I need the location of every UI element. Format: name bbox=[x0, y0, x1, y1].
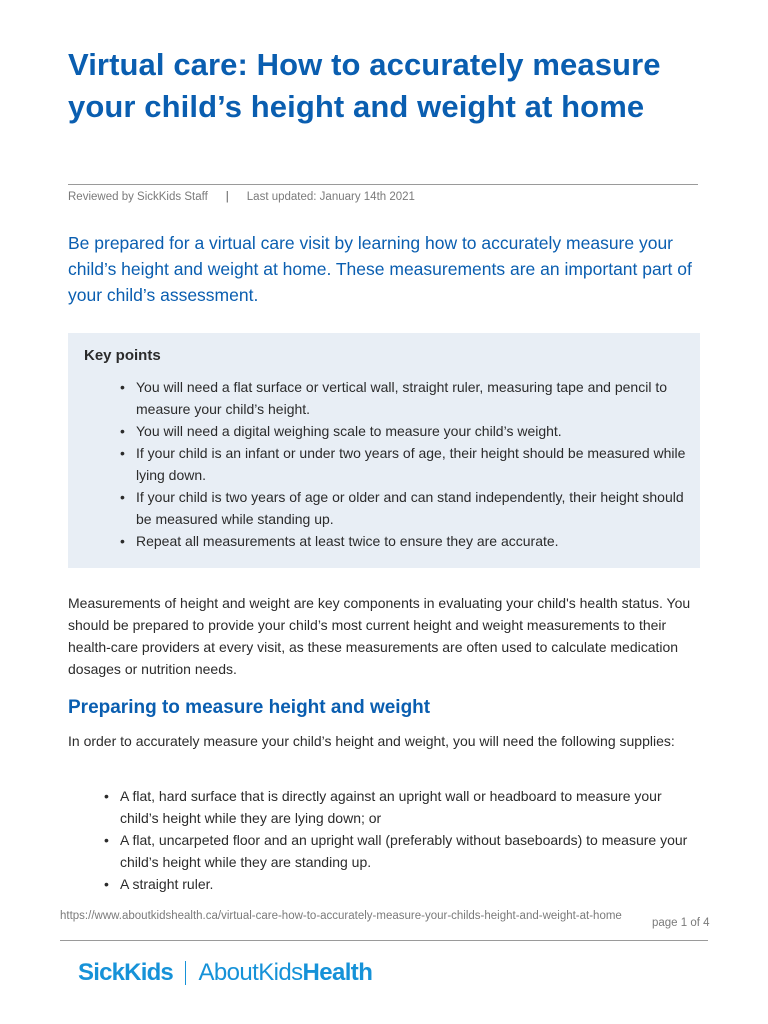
bullet-icon: • bbox=[104, 788, 109, 804]
supplies-intro: In order to accurately measure your child’s height and weight, you will need the following supplies: bbox=[68, 733, 675, 749]
key-point-item bbox=[120, 420, 690, 442]
bullet-icon: • bbox=[120, 379, 125, 395]
bullet-icon: • bbox=[120, 489, 125, 505]
key-point-text: You will need a digital weighing scale to measure your child’s weight. bbox=[136, 423, 562, 439]
page-title: Virtual care: How to accurately measure your child’s height and weight at home bbox=[68, 47, 661, 124]
logo-divider bbox=[185, 961, 187, 985]
key-point-item bbox=[120, 486, 690, 530]
key-point-text: If your child is an infant or under two years of age, their height should be measured while lying down. bbox=[136, 445, 686, 483]
key-point-item bbox=[120, 530, 690, 552]
key-points-heading: Key points bbox=[84, 347, 161, 364]
key-point-item bbox=[120, 376, 690, 420]
bullet-icon: • bbox=[104, 832, 109, 848]
article-meta bbox=[68, 191, 415, 203]
title-divider bbox=[68, 184, 698, 185]
bullet-icon: • bbox=[104, 876, 109, 892]
supply-text: A flat, hard surface that is directly against an upright wall or headboard to measure your child’s height while they are lying down; or bbox=[120, 788, 662, 826]
bullet-icon: • bbox=[120, 533, 125, 549]
key-points-list bbox=[120, 376, 690, 552]
section-heading: Preparing to measure height and weight bbox=[68, 697, 431, 718]
aboutkids-logo-text: AboutKids bbox=[198, 959, 303, 986]
body-paragraph: Measurements of height and weight are key components in evaluating your child's health status. You should be prepared to provide your child’s most current height and weight measurements to their health-care providers at every visit, as these measurements are often used to calculate medication dosages or nutrition needs. bbox=[68, 595, 691, 677]
key-point-text: You will need a flat surface or vertical wall, straight ruler, measuring tape and pencil to measure your child’s height. bbox=[136, 379, 667, 417]
footer-divider bbox=[60, 940, 708, 941]
meta-separator: | bbox=[225, 191, 229, 203]
supplies-list bbox=[104, 785, 694, 895]
bullet-icon: • bbox=[120, 445, 125, 461]
supply-item bbox=[104, 829, 694, 873]
key-point-item bbox=[120, 442, 690, 486]
last-updated: Last updated: January 14th 2021 bbox=[246, 191, 415, 203]
sickkids-aboutkidshealth-logo bbox=[78, 957, 372, 989]
health-logo-text: Health bbox=[302, 959, 373, 986]
source-url-link[interactable]: https://www.aboutkidshealth.ca/virtual-care-how-to-accurately-measure-your-childs-height-and-weight-at-home bbox=[60, 910, 622, 922]
page-number: page 1 of 4 bbox=[652, 917, 710, 929]
supply-item bbox=[104, 785, 694, 829]
key-point-text: If your child is two years of age or older and can stand independently, their height should be measured while standing up. bbox=[136, 489, 684, 527]
reviewed-by: Reviewed by SickKids Staff bbox=[68, 191, 208, 203]
sickkids-logo-text: SickKids bbox=[78, 959, 173, 986]
supply-text: A straight ruler. bbox=[120, 876, 214, 892]
key-points-box bbox=[68, 333, 700, 568]
supply-text: A flat, uncarpeted floor and an upright wall (preferably without baseboards) to measure your child’s height while they are standing up. bbox=[120, 832, 688, 870]
supply-item bbox=[104, 873, 694, 895]
bullet-icon: • bbox=[120, 423, 125, 439]
intro-paragraph: Be prepared for a virtual care visit by learning how to accurately measure your child’s height and weight at home. These measurements are an important part of your child’s assessment. bbox=[68, 233, 692, 305]
key-point-text: Repeat all measurements at least twice to ensure they are accurate. bbox=[136, 533, 559, 549]
